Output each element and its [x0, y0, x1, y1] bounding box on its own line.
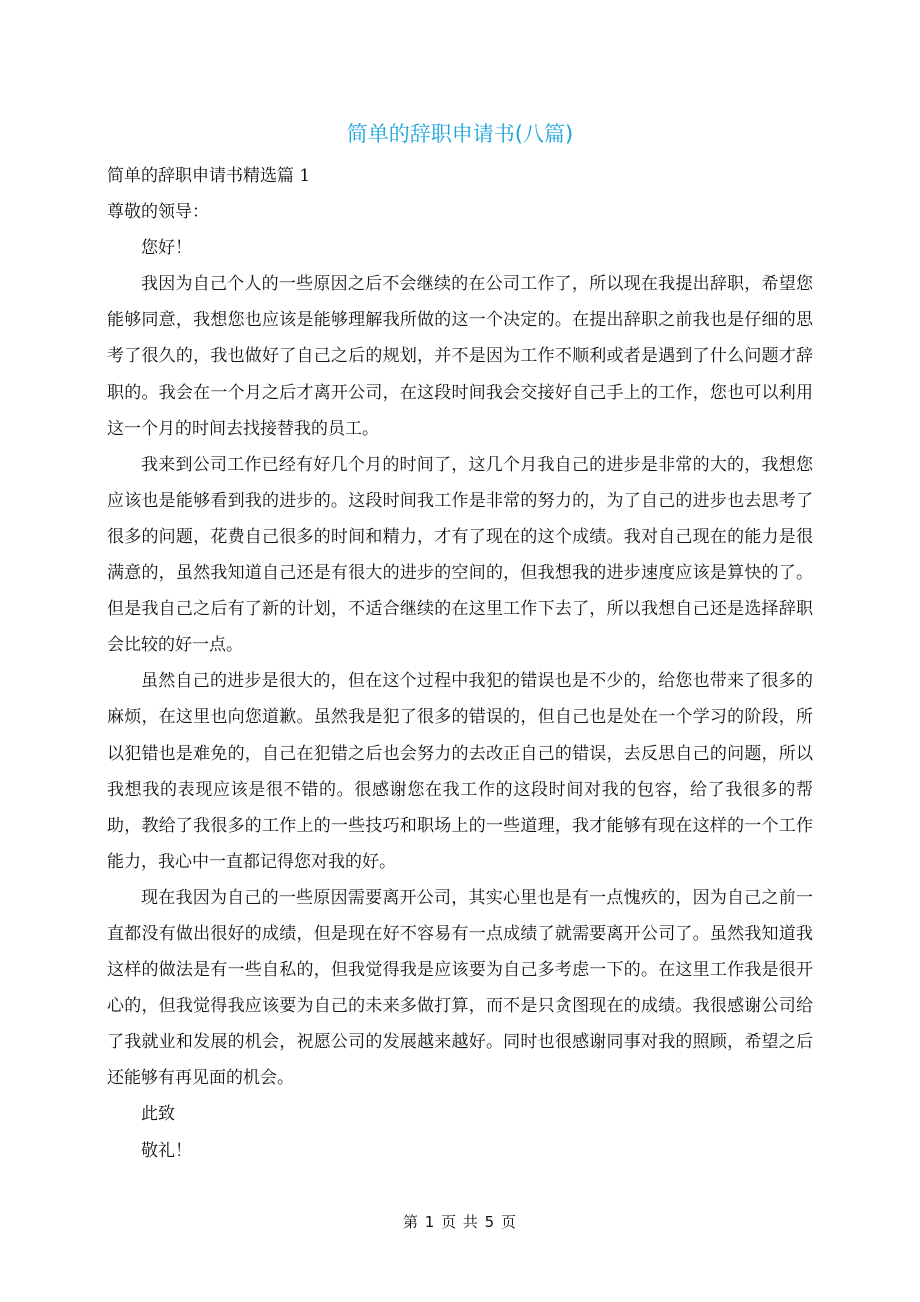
section-heading: 简单的辞职申请书精选篇 1: [107, 166, 311, 186]
paragraph-2: 我来到公司工作已经有好几个月的时间了，这几个月我自己的进步是非常的大的，我想您应该也是能够看到我的进步的。这段时间我工作是非常的努力的，为了自己的进步也去思考了很多的问题，花费自己很多的时间和精力，才有了现在的这个成绩。我对自己现在的能力是很满意的，虽然我知道自己还是有很大的进步的空间的，但我想我的进步速度应该是算快的了。但是我自己之后有了新的计划，不适合继续的在这里工作下去了，所以我想自己还是选择辞职会比较的好一点。: [107, 454, 813, 656]
paragraph-4: 现在我因为自己的一些原因需要离开公司，其实心里也是有一点愧疚的，因为自己之前一直都没有做出很好的成绩，但是现在好不容易有一点成绩了就需要离开公司了。虽然我知道我这样的做法是有一些自私的，但我觉得我是应该要为自己多考虑一下的。在这里工作我是很开心的，但我觉得我应该要为自己的未来多做打算，而不是只贪图现在的成绩。我很感谢公司给了我就业和发展的机会，祝愿公司的发展越来越好。同时也很感谢同事对我的照顾，希望之后还能够有再见面的机会。: [107, 887, 813, 1089]
page-number-footer: 第 1 页 共 5 页: [403, 1213, 517, 1231]
closing-line-1: 此致: [141, 1104, 175, 1125]
closing-line-2: 敬礼！: [141, 1140, 192, 1161]
document-title: 简单的辞职申请书(八篇): [346, 122, 574, 146]
paragraph-1: 我因为自己个人的一些原因之后不会继续的在公司工作了，所以现在我提出辞职，希望您能够同意，我想您也应该是能够理解我所做的这一个决定的。在提出辞职之前我也是仔细的思考了很久的，我也做好了自己之后的规划，并不是因为工作不顺利或者是遇到了什么问题才辞职的。我会在一个月之后才离开公司，在这段时间我会交接好自己手上的工作，您也可以利用这一个月的时间去找接替我的员工。: [107, 274, 813, 439]
greeting: 您好！: [141, 238, 192, 259]
paragraph-3: 虽然自己的进步是很大的，但在这个过程中我犯的错误也是不少的，给您也带来了很多的麻烦，在这里也向您道歉。虽然我是犯了很多的错误的，但自己也是处在一个学习的阶段，所以犯错也是难免的，自己在犯错之后也会努力的去改正自己的错误，去反思自己的问题，所以我想我的表现应该是很不错的。很感谢您在我工作的这段时间对我的包容，给了我很多的帮助，教给了我很多的工作上的一些技巧和职场上的一些道理，我才能够有现在这样的一个工作能力，我心中一直都记得您对我的好。: [107, 671, 813, 872]
document-body: [107, 158, 813, 1169]
salutation: 尊敬的领导：: [107, 202, 209, 223]
